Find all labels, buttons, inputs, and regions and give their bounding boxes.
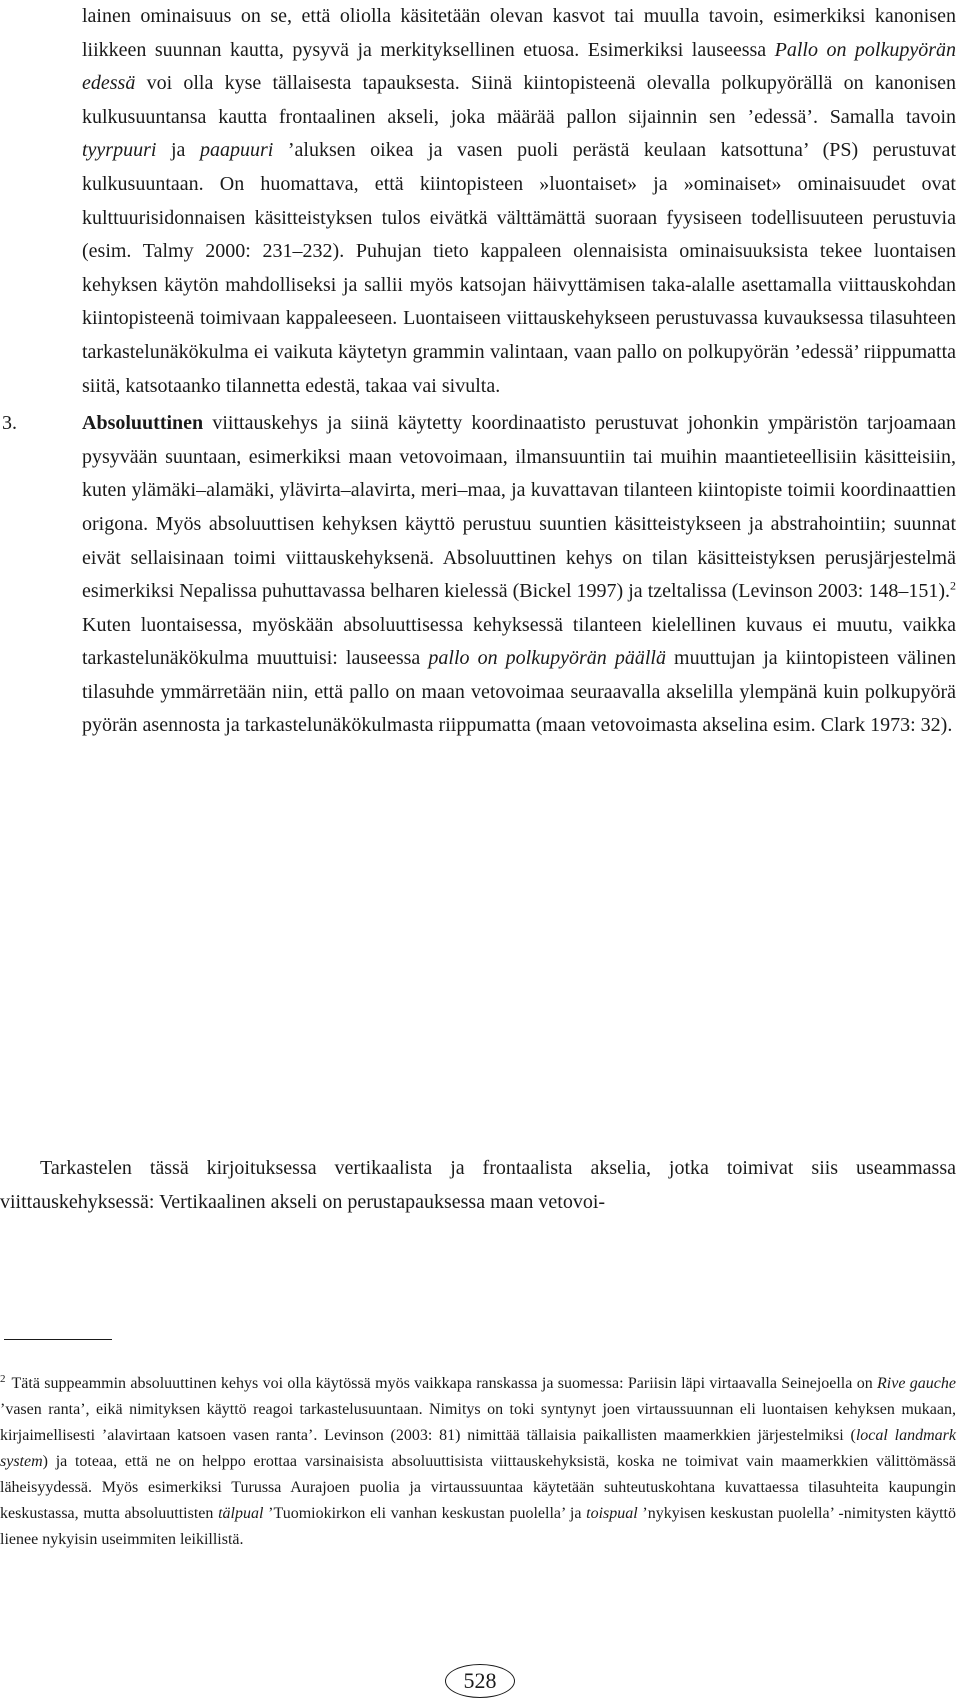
text-run: ’Tuomiokirkon eli vanhan keskustan puolella’ ja	[263, 1505, 587, 1522]
defined-term: Absoluuttinen	[82, 412, 204, 435]
list-item-absolute	[0, 407, 960, 743]
footnote-mark: 2	[0, 1372, 6, 1385]
text-run: muuttujan ja kiintopisteen välinen tilasuhde ymmärretään niin, että pallo on maan vetovoimaa seuraavalla akselilla ylempänä kuin polkupyörä pyörän asennosta ja tarkastelunäkökulmasta riippumatta (maan vetovoimasta akselina esim. Clark 1973: 32).	[82, 647, 956, 737]
text-run: voi olla kyse tällaisesta tapauksesta. Siinä kiintopisteenä olevalla polkupyörällä on kanonisen kulkusuuntansa kautta frontaalinen akseli, joka määrää pallon sijainnin sen ’edessä’. Samalla tavoin	[82, 72, 956, 128]
footnote-divider	[4, 1339, 112, 1340]
text-run: ) ja toteaa, että ne on helppo erottaa varsinaisista absoluuttisista viittauskehyksistä, koska ne toimivat vain maamerkkien välittömässä läheisyydessä. Myös esimerkiksi Turussa Aurajoen puolia ja virtaussuuntaa käytetään suhteutuskohtana kuvattaessa tilasuhteita kaupungin keskustassa, mutta absoluuttisten	[0, 1453, 956, 1522]
example-phrase: Rive gauche	[877, 1375, 956, 1392]
reference-frame-list	[0, 0, 960, 743]
term-italic: local landmark system	[0, 1427, 956, 1470]
text-run: ja	[156, 139, 200, 162]
text-run: viittauskehys ja siinä käytetty koordinaatisto perustuvat johonkin ympäristön tarjoamaan pysyvään suuntaan, esimerkiksi maan vetovoimaan, ilmansuuntiin tai muihin maantieteellisiin käsitteisiin, kuten ylämäki–alamäki, ylävirta–alavirta, meri–maa, ja kuvattavan tilanteen kiintopiste toimii koordinaattien origona. Myös absoluuttisen kehyksen käyttö perustuu suuntien käsitteistykseen ja abstrahointiin; suunnat eivät sellaisinaan toimi viittauskehyksenä. Absoluuttinen kehys on tilan käsitteistyksen perusjärjestelmä esimerkiksi Nepalissa puhuttavassa belharen kielessä (Bickel 1997) ja tzeltalissa (Levinson 2003: 148–151).	[82, 412, 956, 603]
text-run: Kuten luontaisessa, myöskään absoluuttisessa kehyksessä tilanteen kielellinen kuvaus ei muutu, vaikka tarkastelunäkökulma muuttuisi: lauseessa	[82, 613, 956, 670]
list-item-number: 3.	[2, 412, 17, 435]
intrinsic-frame-paragraph	[82, 0, 956, 403]
absolute-frame-paragraph	[82, 407, 956, 743]
dialect-word: toispual	[586, 1505, 638, 1522]
text-run: Tätä suppeammin absoluuttinen kehys voi olla käytössä myös vaikkapa ranskassa ja suomessa: Pariisin läpi virtaavalla Seinejoella on	[11, 1375, 878, 1392]
list-item-intrinsic-continued	[0, 0, 960, 403]
text-run: ’aluksen oikea ja vasen puoli perästä keulaan katsottuna’ (PS) perustuvat kulkusuuntaan. On huomattava, että kiintopisteen »luontaiset» ja »ominaiset» ominaisuudet ovat kulttuurisidonnaisen käsitteistyksen tulos eivätkä välttämättä suoraan fyysiseen todellisuuteen perustuvia (esim. Talmy 2000: 231–232). Puhujan tieto kappaleen olennaisista ominaisuuksista tekee luontaisen kehyksen käytön mahdolliseksi ja sallii myös katsojan häivyttämisen taka-alalle asettamalla viittauskohdan kiintopisteenä toimivaan kappaleeseen. Luontaiseen viittauskehykseen perustuvassa kuvauksessa tilasuhteen tarkastelunäkökulma ei vaikuta käytetyn grammin valintaan, vaan pallo on polkupyörän ’edessä’ riippumatta siitä, katsotaanko tilannetta edestä, takaa vai sivulta.	[82, 139, 956, 397]
example-phrase: Pallo on polkupyörän edessä	[82, 38, 956, 95]
term-italic: tyyrpuuri	[82, 139, 157, 162]
text-run: ’vasen ranta’, eikä nimityksen käyttö reagoi tarkastelusuuntaan. Nimitys on toki syntynyt joen virtaussuunnan eli luontaisen kehyksen mukaan, kirjaimellisesti ’alavirtaan katsoen vasen ranta’. Levinson (2003: 81) nimittää tällaisia paikallisten maamerkkien järjestelmiksi (	[0, 1401, 956, 1444]
dialect-word: tälpual	[218, 1505, 264, 1522]
example-phrase: pallo on polkupyörän päällä	[428, 647, 666, 670]
footnote	[0, 1371, 956, 1553]
text-run: ’nykyisen keskustan puolella’ -nimitysten käyttö lienee nykyisin useimmiten leikillistä.	[0, 1505, 956, 1548]
page-number: 528	[445, 1664, 515, 1698]
text-run: lainen ominaisuus on se, että oliolla käsitetään olevan kasvot tai muulla tavoin, esimerkiksi kanonisen liikkeen suunnan kautta, pysyvä ja merkityksellinen etuosa. Esimerkiksi lauseessa	[82, 5, 956, 61]
term-italic: paapuuri	[199, 139, 274, 162]
body-paragraph: Tarkastelen tässä kirjoituksessa vertikaalista ja frontaalista akselia, jotka toimivat siis useammassa viittauskehyksessä: Vertikaalinen akseli on perustapauksessa maan vetovoi-	[0, 1157, 956, 1213]
footnote-reference[interactable]: 2	[950, 578, 956, 593]
page-number-area	[0, 1664, 960, 1698]
